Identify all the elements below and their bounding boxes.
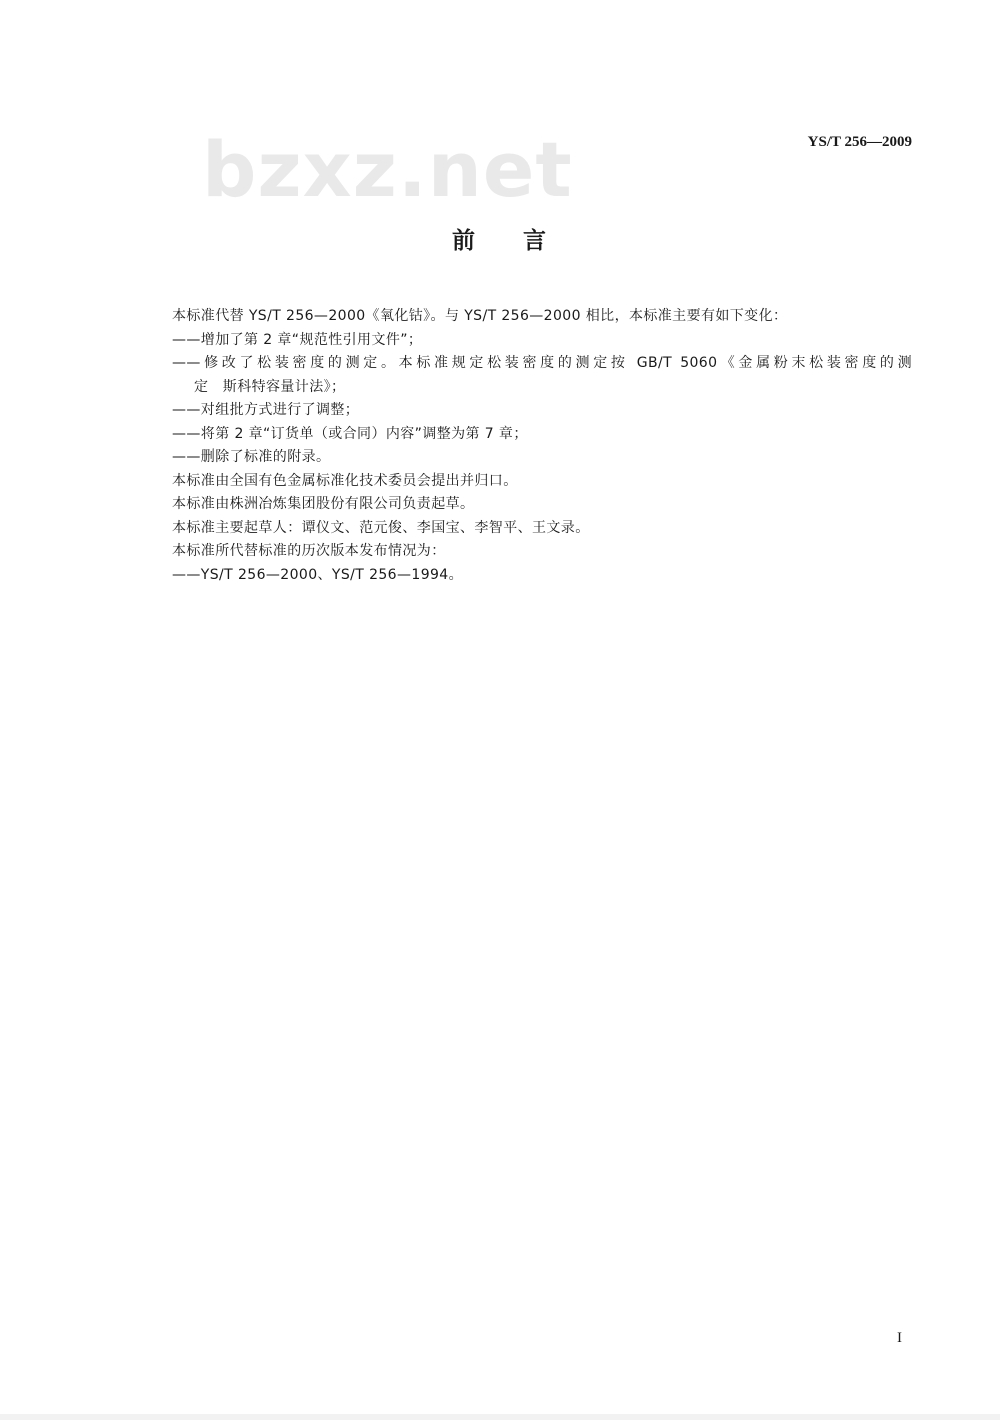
watermark-logo: bzxz.net — [202, 125, 573, 214]
paragraph-drafters: 本标准主要起草人：谭仪文、范元俊、李国宝、李智平、王文录。 — [172, 519, 590, 536]
change-item-2-continuation: 定 斯科特容量计法》； — [194, 378, 346, 395]
foreword-body — [172, 305, 917, 587]
title-char-2: 言 — [523, 228, 548, 254]
page-bottom-edge — [0, 1414, 1000, 1420]
page-title — [0, 222, 1000, 255]
change-item-5: ——删除了标准的附录。 — [172, 449, 331, 465]
change-item-4: ——将第 2 章“订货单（或合同）内容”调整为第 7 章； — [172, 425, 528, 442]
paragraph-history: 本标准所代替标准的历次版本发布情况为： — [172, 543, 446, 559]
history-item: ——YS/T 256—2000、YS/T 256—1994。 — [172, 566, 464, 583]
paragraph-replacement: 本标准代替 YS/T 256—2000《氧化钴》。与 YS/T 256—2000 相比，本标准主要有如下变化： — [172, 308, 788, 324]
change-item-2: ——修改了松装密度的测定。本标准规定松装密度的测定按 GB/T 5060《金属粉末松装密度的测 — [172, 355, 912, 371]
change-item-3: ——对组批方式进行了调整； — [172, 402, 360, 418]
change-item-1: ——增加了第 2 章“规范性引用文件”； — [172, 331, 423, 348]
page-number: I — [897, 1330, 902, 1346]
paragraph-proposer: 本标准由全国有色金属标准化技术委员会提出并归口。 — [172, 472, 518, 489]
standard-number: YS/T 256—2009 — [807, 134, 912, 150]
paragraph-drafting-unit: 本标准由株洲冶炼集团股份有限公司负责起草。 — [172, 496, 475, 512]
title-char-1: 前 — [452, 228, 477, 254]
